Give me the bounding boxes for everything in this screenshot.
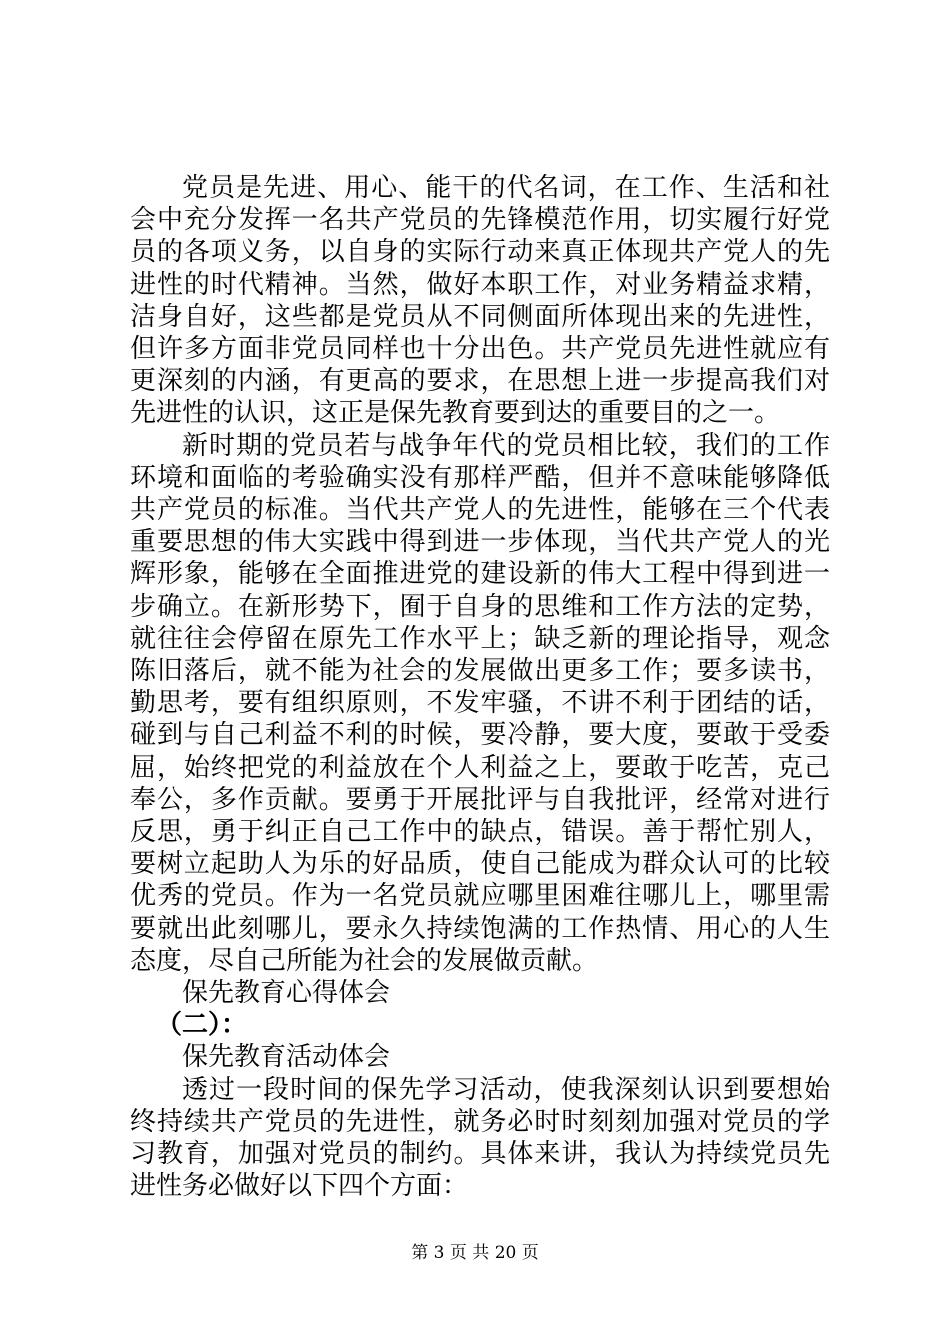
section-subheading: 保先教育活动体会 — [182, 1042, 391, 1073]
document-body — [130, 172, 830, 1203]
paragraph-1: 党员是先进、用心、能干的代名词，在工作、生活和社会中充分发挥一名共产党员的先锋模范作用，切实履行好党员的各项义务，以自身的实际行动来真正体现共产党人的先进性的时代精神。当然，做好本职工作，对业务精益求精，洁身自好，这些都是党员从不同侧面所体现出来的先进性，但许多方面非党员同样也十分出色。共产党员先进性就应有更深刻的内涵，有更高的要求，在思想上进一步提高我们对先进性的认识，这正是保先教育要到达的重要目的之一。 — [130, 173, 830, 429]
page-number-footer: 第 3 页 共 20 页 — [411, 1243, 539, 1263]
paragraph-2: 新时期的党员若与战争年代的党员相比较，我们的工作环境和面临的考验确实没有那样严酷，但并不意味能够降低共产党员的标准。当代共产党人的先进性，能够在三个代表重要思想的伟大实践中得到进一步体现，当代共产党人的光辉形象，能够在全面推进党的建设新的伟大工程中得到进一步确立。在新形势下，囿于自身的思维和工作方法的定势，就往往会停留在原先工作水平上；缺乏新的理论指导，观念陈旧落后，就不能为社会的发展做出更多工作；要多读书，勤思考，要有组织原则，不发牢骚，不讲不利于团结的话，碰到与自己利益不利的时候，要冷静，要大度，要敢于受委屈，始终把党的利益放在个人利益之上，要敢于吃苦，克己奉公，多作贡献。要勇于开展批评与自我批评，经常对进行反思，勇于纠正自己工作中的缺点，错误。善于帮忙别人，要树立起助人为乐的好品质，使自己能成为群众认可的比较优秀的党员。作为一名党员就应哪里困难往哪儿上，哪里需要就出此刻哪儿，要永久持续饱满的工作热情、用心的人生态度，尽自己所能为社会的发展做贡献。 — [130, 430, 830, 976]
paragraph-3: 透过一段时间的保先学习活动，使我深刻认识到要想始终持续共产党员的先进性，就务必时时刻刻加强对党员的学习教育，加强对党员的制约。具体来讲，我认为持续党员先进性务必做好以下四个方面： — [130, 1074, 830, 1202]
section-heading: 保先教育心得体会 — [182, 978, 391, 1009]
part-label: （二）： — [156, 1010, 248, 1041]
